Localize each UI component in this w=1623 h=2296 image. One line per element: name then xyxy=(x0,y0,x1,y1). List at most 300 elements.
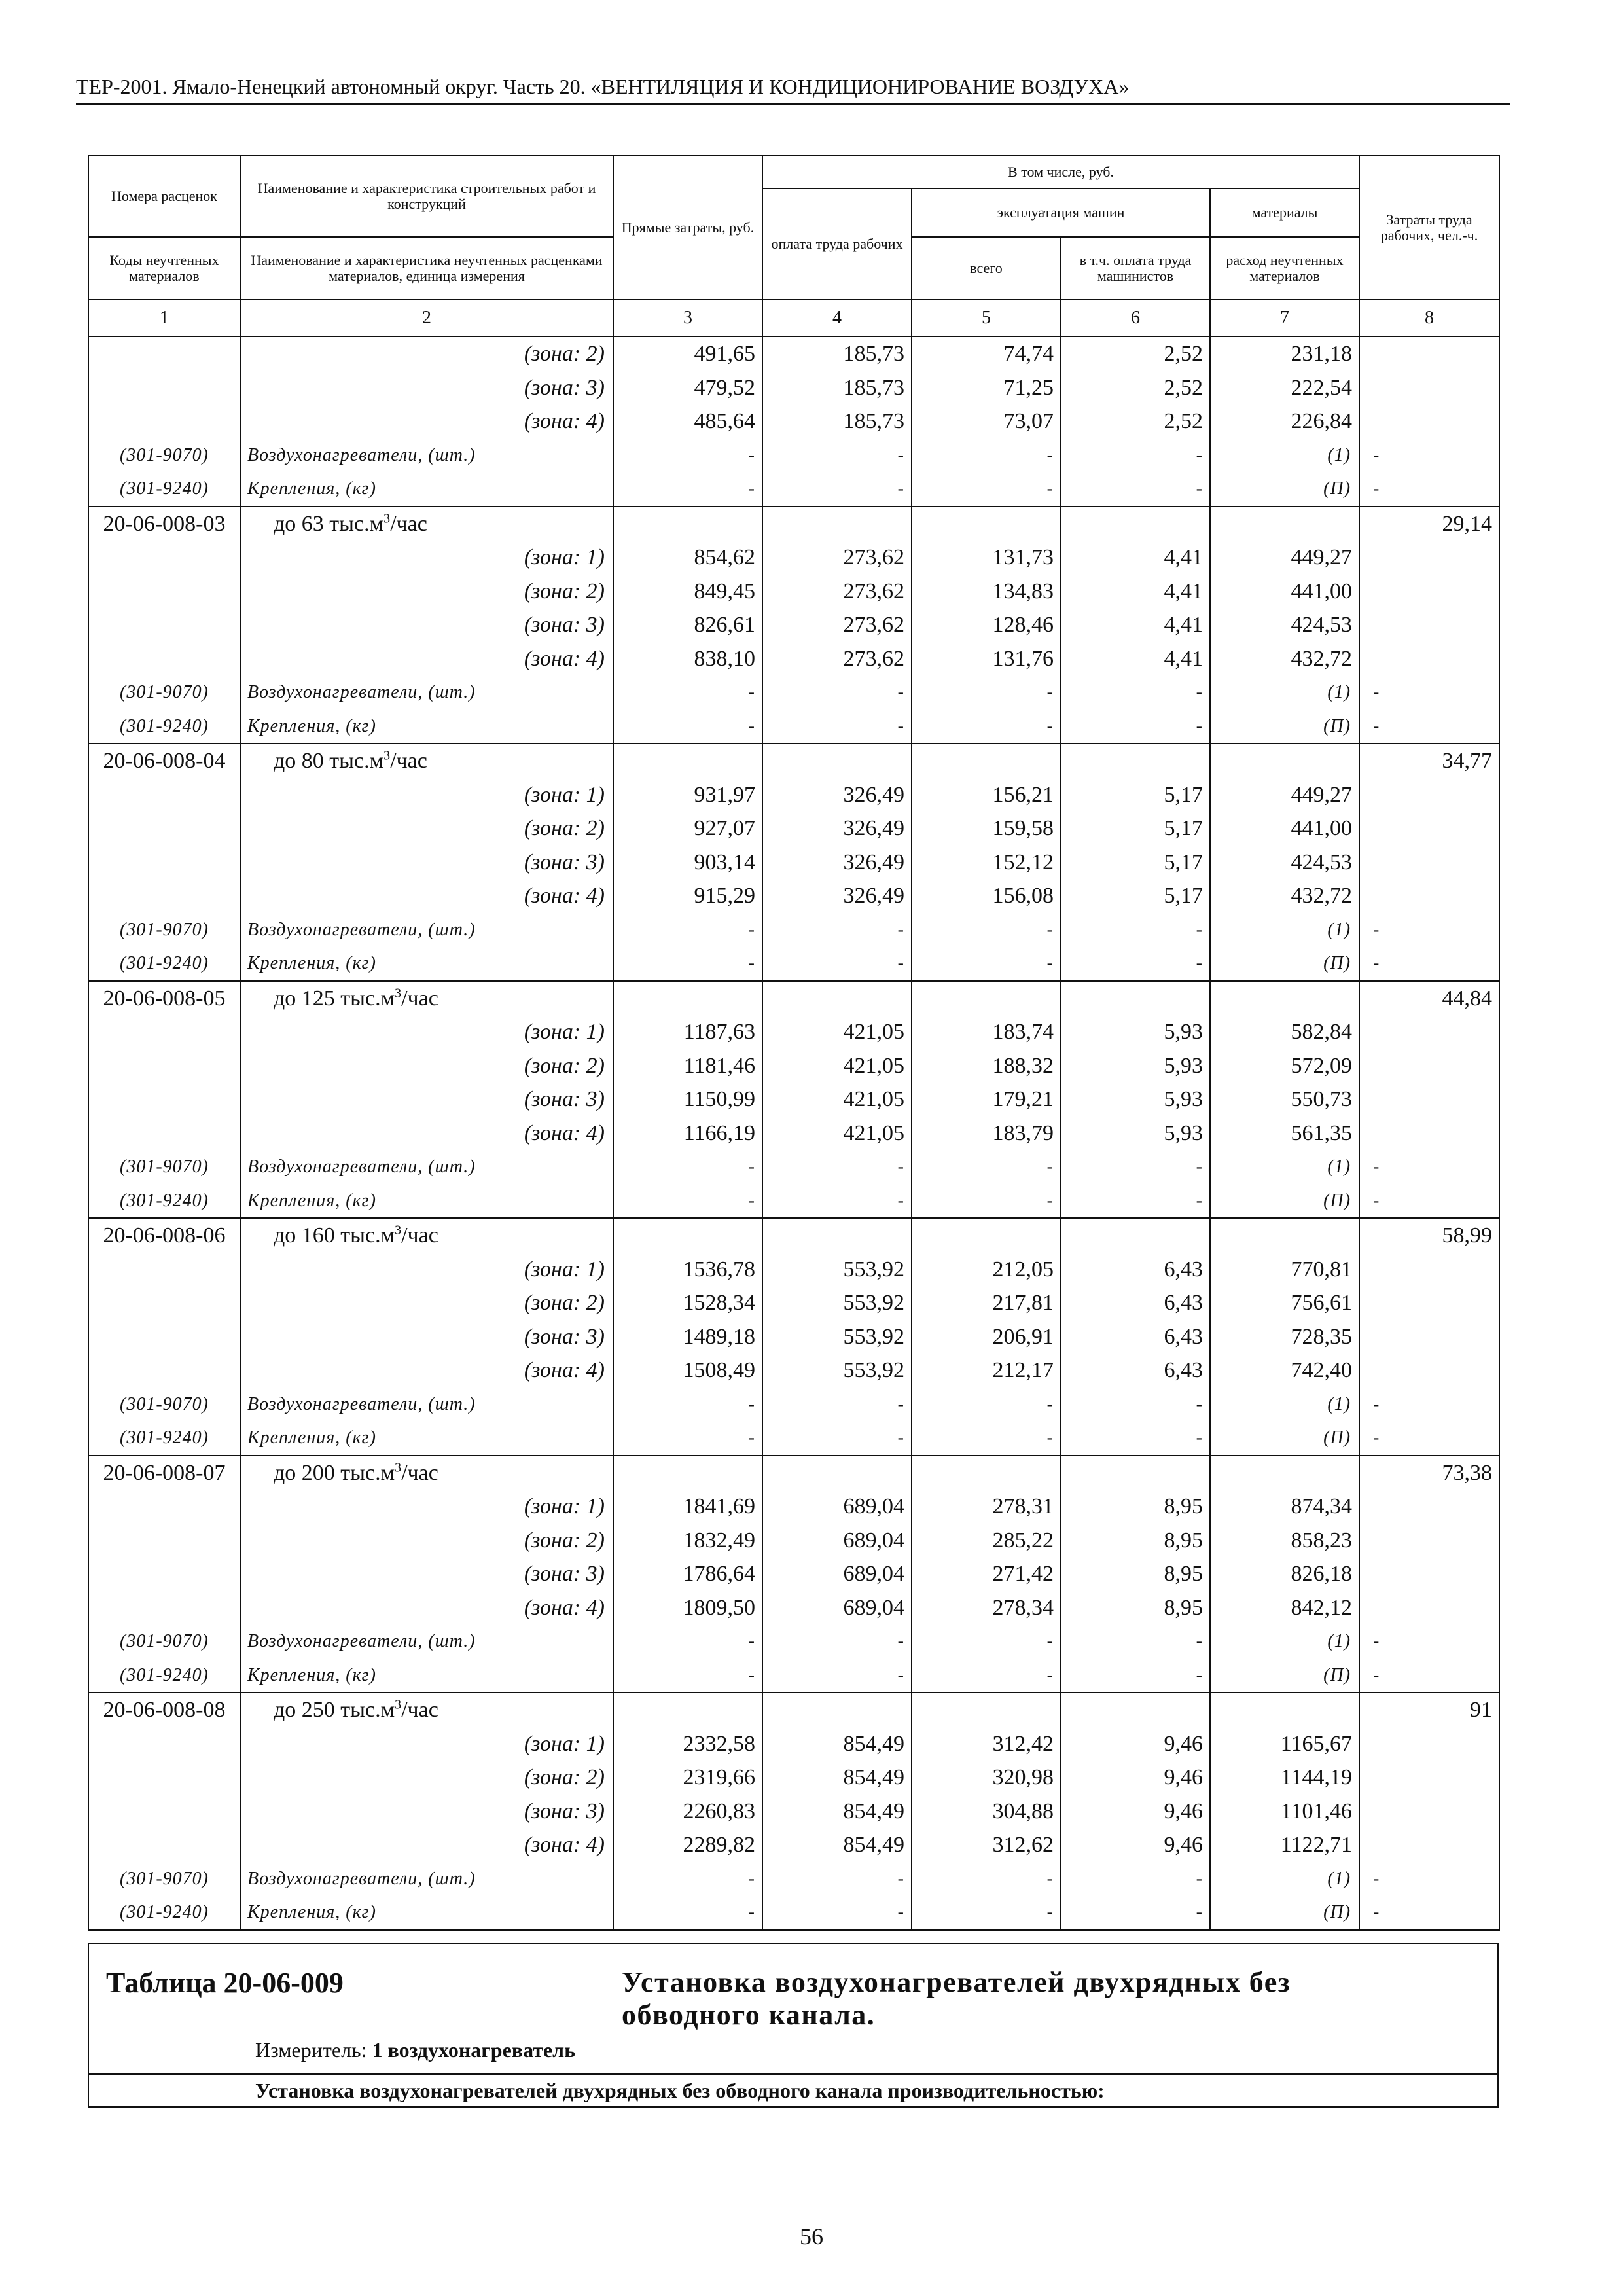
empty-cell xyxy=(1359,1015,1499,1049)
table-row xyxy=(88,642,1499,676)
rate-title-unit: /час xyxy=(401,1698,438,1722)
column-number: 6 xyxy=(1061,300,1210,336)
value-cell: 159,58 xyxy=(912,812,1061,846)
empty-cell xyxy=(1359,541,1499,575)
empty-cell xyxy=(88,1320,240,1354)
column-number: 8 xyxy=(1359,300,1499,336)
header-material-names: Наименование и характеристика неучтенных расценками материалов, единица измерения xyxy=(240,237,613,300)
material-code: (301-9240) xyxy=(88,1659,240,1693)
dash-cell: - xyxy=(762,1150,912,1184)
dash-cell: - xyxy=(1061,1895,1210,1930)
empty-cell xyxy=(1359,1490,1499,1524)
empty-cell xyxy=(88,1761,240,1795)
column-number: 2 xyxy=(240,300,613,336)
material-qty: (П) xyxy=(1210,946,1359,981)
table-row xyxy=(88,472,1499,507)
empty-cell xyxy=(1061,1218,1210,1253)
empty-cell xyxy=(88,1354,240,1388)
value-cell: 553,92 xyxy=(762,1320,912,1354)
empty-cell xyxy=(1210,1218,1359,1253)
empty-cell xyxy=(762,744,912,778)
empty-cell xyxy=(88,846,240,880)
empty-cell xyxy=(88,608,240,642)
rate-title xyxy=(240,1218,613,1253)
column-number: 5 xyxy=(912,300,1061,336)
rate-title-text: до 250 тыс.м xyxy=(274,1698,395,1722)
header-work-name: Наименование и характеристика строительных работ и конструкций xyxy=(240,156,613,237)
superscript: 3 xyxy=(395,1223,402,1238)
dash-cell: - xyxy=(762,913,912,947)
value-cell: 156,21 xyxy=(912,778,1061,812)
table-row xyxy=(88,709,1499,744)
header-material-consumption: расход неучтенных материалов xyxy=(1210,237,1359,300)
value-cell: 1508,49 xyxy=(613,1354,762,1388)
dash-cell: - xyxy=(613,1150,762,1184)
empty-cell xyxy=(1359,1286,1499,1320)
value-cell: 5,93 xyxy=(1061,1117,1210,1151)
superscript: 3 xyxy=(395,1460,402,1475)
dash-cell: - xyxy=(912,946,1061,981)
table-row xyxy=(88,1828,1499,1862)
value-cell: 1489,18 xyxy=(613,1320,762,1354)
value-cell: 6,43 xyxy=(1061,1253,1210,1287)
empty-cell xyxy=(1359,1795,1499,1829)
empty-cell xyxy=(88,404,240,439)
material-qty: (П) xyxy=(1210,1421,1359,1456)
dash-cell: - xyxy=(912,709,1061,744)
table-row xyxy=(88,778,1499,812)
rate-title-unit: /час xyxy=(401,1460,438,1485)
empty-cell xyxy=(1359,1117,1499,1151)
table-row xyxy=(88,1490,1499,1524)
labor-cost: 44,84 xyxy=(1359,981,1499,1016)
table-row xyxy=(88,1727,1499,1761)
value-cell: 742,40 xyxy=(1210,1354,1359,1388)
table-row xyxy=(88,1015,1499,1049)
empty-cell xyxy=(1359,1049,1499,1083)
dash-cell: - xyxy=(912,1421,1061,1456)
dash-cell: - xyxy=(762,1388,912,1422)
table-row xyxy=(88,1524,1499,1558)
dash-cell: - xyxy=(762,1659,912,1693)
empty-cell xyxy=(762,981,912,1016)
empty-cell xyxy=(1210,981,1359,1016)
zone-label: (зона: 3) xyxy=(240,1083,613,1117)
empty-cell xyxy=(1359,1320,1499,1354)
table-row xyxy=(88,1761,1499,1795)
dash-cell: - xyxy=(1061,439,1210,473)
value-cell: 326,49 xyxy=(762,778,912,812)
value-cell: 826,61 xyxy=(613,608,762,642)
value-cell: 2,52 xyxy=(1061,336,1210,371)
material-qty: (1) xyxy=(1210,439,1359,473)
dash-cell: - xyxy=(1359,709,1499,744)
material-name: Воздухонагреватели, (шт.) xyxy=(240,1150,613,1184)
dash-cell: - xyxy=(1061,675,1210,709)
table-subtitle: Установка воздухонагревателей двухрядных без обводного канала производительностью: xyxy=(255,2079,1105,2102)
value-cell: 131,73 xyxy=(912,541,1061,575)
empty-cell xyxy=(88,336,240,371)
superscript: 3 xyxy=(395,1697,402,1712)
table-row xyxy=(88,1184,1499,1219)
empty-cell xyxy=(88,1253,240,1287)
material-name: Воздухонагреватели, (шт.) xyxy=(240,675,613,709)
value-cell: 550,73 xyxy=(1210,1083,1359,1117)
dash-cell: - xyxy=(1359,675,1499,709)
zone-label: (зона: 4) xyxy=(240,1828,613,1862)
empty-cell xyxy=(88,778,240,812)
value-cell: 320,98 xyxy=(912,1761,1061,1795)
material-code: (301-9240) xyxy=(88,1421,240,1456)
value-cell: 131,76 xyxy=(912,642,1061,676)
empty-cell xyxy=(613,1693,762,1727)
value-cell: 278,31 xyxy=(912,1490,1061,1524)
rate-title xyxy=(240,981,613,1016)
table-row xyxy=(88,744,1499,778)
dash-cell: - xyxy=(1061,709,1210,744)
value-cell: 421,05 xyxy=(762,1117,912,1151)
dash-cell: - xyxy=(613,1895,762,1930)
value-cell: 71,25 xyxy=(912,371,1061,405)
value-cell: 2289,82 xyxy=(613,1828,762,1862)
empty-cell xyxy=(1359,1083,1499,1117)
material-name: Крепления, (кг) xyxy=(240,709,613,744)
empty-cell xyxy=(1359,404,1499,439)
value-cell: 152,12 xyxy=(912,846,1061,880)
value-cell: 278,34 xyxy=(912,1591,1061,1625)
material-qty: (П) xyxy=(1210,1895,1359,1930)
measure-unit xyxy=(255,2038,575,2062)
value-cell: 231,18 xyxy=(1210,336,1359,371)
material-name: Крепления, (кг) xyxy=(240,1659,613,1693)
value-cell: 4,41 xyxy=(1061,608,1210,642)
value-cell: 185,73 xyxy=(762,336,912,371)
dash-cell: - xyxy=(1359,1895,1499,1930)
value-cell: 2332,58 xyxy=(613,1727,762,1761)
value-cell: 2,52 xyxy=(1061,404,1210,439)
rate-code: 20-06-008-04 xyxy=(88,744,240,778)
value-cell: 179,21 xyxy=(912,1083,1061,1117)
zone-label: (зона: 2) xyxy=(240,575,613,609)
table-row xyxy=(88,675,1499,709)
header-material-codes: Коды неучтенных материалов xyxy=(88,237,240,300)
value-cell: 854,49 xyxy=(762,1795,912,1829)
zone-label: (зона: 1) xyxy=(240,1727,613,1761)
zone-label: (зона: 2) xyxy=(240,1761,613,1795)
dash-cell: - xyxy=(912,1624,1061,1659)
value-cell: 1166,19 xyxy=(613,1117,762,1151)
value-cell: 185,73 xyxy=(762,404,912,439)
rate-code: 20-06-008-07 xyxy=(88,1456,240,1490)
material-code: (301-9240) xyxy=(88,1184,240,1219)
dash-cell: - xyxy=(762,1895,912,1930)
rate-title-text: до 125 тыс.м xyxy=(274,986,395,1011)
dash-cell: - xyxy=(1359,472,1499,507)
dash-cell: - xyxy=(1359,946,1499,981)
value-cell: 9,46 xyxy=(1061,1795,1210,1829)
material-name: Крепления, (кг) xyxy=(240,946,613,981)
rate-code: 20-06-008-03 xyxy=(88,507,240,541)
material-qty: (1) xyxy=(1210,675,1359,709)
material-qty: (П) xyxy=(1210,472,1359,507)
dash-cell: - xyxy=(613,1388,762,1422)
material-name: Воздухонагреватели, (шт.) xyxy=(240,1388,613,1422)
empty-cell xyxy=(762,1456,912,1490)
dash-cell: - xyxy=(912,1184,1061,1219)
table-row xyxy=(88,1150,1499,1184)
material-name: Воздухонагреватели, (шт.) xyxy=(240,913,613,947)
dash-cell: - xyxy=(912,1150,1061,1184)
value-cell: 134,83 xyxy=(912,575,1061,609)
value-cell: 582,84 xyxy=(1210,1015,1359,1049)
value-cell: 312,62 xyxy=(912,1828,1061,1862)
rate-code: 20-06-008-06 xyxy=(88,1218,240,1253)
dash-cell: - xyxy=(613,1624,762,1659)
material-code: (301-9240) xyxy=(88,472,240,507)
material-name: Крепления, (кг) xyxy=(240,472,613,507)
dash-cell: - xyxy=(912,1862,1061,1896)
table-row xyxy=(88,541,1499,575)
dash-cell: - xyxy=(912,1659,1061,1693)
dash-cell: - xyxy=(762,439,912,473)
measure-prefix: Измеритель: xyxy=(255,2038,367,2062)
empty-cell xyxy=(88,1795,240,1829)
dash-cell: - xyxy=(613,1184,762,1219)
table-row xyxy=(88,575,1499,609)
value-cell: 5,17 xyxy=(1061,846,1210,880)
value-cell: 212,05 xyxy=(912,1253,1061,1287)
rate-title-text: до 80 тыс.м xyxy=(274,749,384,773)
material-qty: (П) xyxy=(1210,1184,1359,1219)
value-cell: 9,46 xyxy=(1061,1761,1210,1795)
value-cell: 1144,19 xyxy=(1210,1761,1359,1795)
zone-label: (зона: 1) xyxy=(240,541,613,575)
value-cell: 1841,69 xyxy=(613,1490,762,1524)
value-cell: 838,10 xyxy=(613,642,762,676)
value-cell: 4,41 xyxy=(1061,541,1210,575)
rate-title xyxy=(240,1693,613,1727)
value-cell: 188,32 xyxy=(912,1049,1061,1083)
header-rate-number: Номера расценок xyxy=(88,156,240,237)
value-cell: 74,74 xyxy=(912,336,1061,371)
table-row xyxy=(88,439,1499,473)
empty-cell xyxy=(1359,608,1499,642)
labor-cost: 58,99 xyxy=(1359,1218,1499,1253)
table-row xyxy=(88,1253,1499,1287)
empty-cell xyxy=(1061,1693,1210,1727)
empty-cell xyxy=(912,744,1061,778)
value-cell: 931,97 xyxy=(613,778,762,812)
empty-cell xyxy=(1359,778,1499,812)
table-title: Установка воздухонагревателей двухрядных без обводного канала. xyxy=(622,1966,1291,2031)
table-row xyxy=(88,371,1499,405)
value-cell: 432,72 xyxy=(1210,879,1359,913)
empty-cell xyxy=(1210,1693,1359,1727)
empty-cell xyxy=(1210,744,1359,778)
empty-cell xyxy=(762,507,912,541)
dash-cell: - xyxy=(1359,1421,1499,1456)
header-operator-wages: в т.ч. оплата труда машинистов xyxy=(1061,237,1210,300)
empty-cell xyxy=(88,1727,240,1761)
price-table-wrap xyxy=(88,155,1499,1931)
value-cell: 312,42 xyxy=(912,1727,1061,1761)
dash-cell: - xyxy=(613,675,762,709)
labor-cost: 29,14 xyxy=(1359,507,1499,541)
value-cell: 8,95 xyxy=(1061,1490,1210,1524)
value-cell: 273,62 xyxy=(762,541,912,575)
value-cell: 8,95 xyxy=(1061,1524,1210,1558)
value-cell: 432,72 xyxy=(1210,642,1359,676)
material-code: (301-9070) xyxy=(88,675,240,709)
value-cell: 553,92 xyxy=(762,1253,912,1287)
dash-cell: - xyxy=(613,1421,762,1456)
dash-cell: - xyxy=(1359,1862,1499,1896)
value-cell: 2319,66 xyxy=(613,1761,762,1795)
table-row xyxy=(88,608,1499,642)
value-cell: 1101,46 xyxy=(1210,1795,1359,1829)
dash-cell: - xyxy=(1359,1150,1499,1184)
dash-cell: - xyxy=(613,1659,762,1693)
header-machines: эксплуатация машин xyxy=(912,188,1210,237)
dash-cell: - xyxy=(912,675,1061,709)
dash-cell: - xyxy=(912,472,1061,507)
zone-label: (зона: 2) xyxy=(240,336,613,371)
empty-cell xyxy=(88,1591,240,1625)
table-row xyxy=(88,1286,1499,1320)
empty-cell xyxy=(1359,1524,1499,1558)
table-row xyxy=(88,1320,1499,1354)
table-row xyxy=(88,1624,1499,1659)
empty-cell xyxy=(1359,1557,1499,1591)
zone-label: (зона: 4) xyxy=(240,1117,613,1151)
dash-cell: - xyxy=(1359,1624,1499,1659)
table-row xyxy=(88,913,1499,947)
zone-label: (зона: 4) xyxy=(240,642,613,676)
empty-cell xyxy=(1359,1828,1499,1862)
value-cell: 4,41 xyxy=(1061,642,1210,676)
table-row xyxy=(88,846,1499,880)
table-body xyxy=(88,336,1499,1930)
dash-cell: - xyxy=(762,1421,912,1456)
dash-cell: - xyxy=(613,709,762,744)
rate-title xyxy=(240,744,613,778)
empty-cell xyxy=(1061,1456,1210,1490)
value-cell: 854,62 xyxy=(613,541,762,575)
table-row xyxy=(88,1218,1499,1253)
dash-cell: - xyxy=(762,675,912,709)
material-code: (301-9240) xyxy=(88,709,240,744)
empty-cell xyxy=(1359,846,1499,880)
empty-cell xyxy=(1061,507,1210,541)
header-including: В том числе, руб. xyxy=(762,156,1359,188)
value-cell: 6,43 xyxy=(1061,1354,1210,1388)
dash-cell: - xyxy=(1061,946,1210,981)
empty-cell xyxy=(88,1117,240,1151)
empty-cell xyxy=(1359,336,1499,371)
value-cell: 183,74 xyxy=(912,1015,1061,1049)
table-row xyxy=(88,1354,1499,1388)
table-label: Таблица 20-06-009 xyxy=(106,1967,344,1999)
table-row xyxy=(88,1557,1499,1591)
value-cell: 849,45 xyxy=(613,575,762,609)
zone-label: (зона: 1) xyxy=(240,1015,613,1049)
zone-label: (зона: 4) xyxy=(240,1591,613,1625)
value-cell: 5,93 xyxy=(1061,1049,1210,1083)
empty-cell xyxy=(1359,1761,1499,1795)
material-name: Крепления, (кг) xyxy=(240,1895,613,1930)
subtitle-bar xyxy=(88,2073,1499,2108)
empty-cell xyxy=(613,1456,762,1490)
empty-cell xyxy=(88,1490,240,1524)
superscript: 3 xyxy=(383,748,391,763)
value-cell: 2,52 xyxy=(1061,371,1210,405)
column-number: 3 xyxy=(613,300,762,336)
zone-label: (зона: 4) xyxy=(240,404,613,439)
value-cell: 1165,67 xyxy=(1210,1727,1359,1761)
zone-label: (зона: 3) xyxy=(240,371,613,405)
table-row xyxy=(88,1083,1499,1117)
empty-cell xyxy=(613,507,762,541)
running-header: ТЕР-2001. Ямало-Ненецкий автономный округ. Часть 20. «ВЕНТИЛЯЦИЯ И КОНДИЦИОНИРОВАНИЕ ВОЗДУХА» xyxy=(76,73,1510,105)
zone-label: (зона: 2) xyxy=(240,1049,613,1083)
dash-cell: - xyxy=(1359,1388,1499,1422)
value-cell: 689,04 xyxy=(762,1524,912,1558)
empty-cell xyxy=(613,981,762,1016)
dash-cell: - xyxy=(1061,1388,1210,1422)
table-row xyxy=(88,1388,1499,1422)
table-header xyxy=(88,156,1499,336)
material-qty: (1) xyxy=(1210,913,1359,947)
empty-cell xyxy=(912,981,1061,1016)
empty-cell xyxy=(1359,879,1499,913)
dash-cell: - xyxy=(613,472,762,507)
dash-cell: - xyxy=(1359,913,1499,947)
value-cell: 421,05 xyxy=(762,1015,912,1049)
empty-cell xyxy=(1359,642,1499,676)
empty-cell xyxy=(88,1557,240,1591)
empty-cell xyxy=(88,1828,240,1862)
value-cell: 222,54 xyxy=(1210,371,1359,405)
table-row xyxy=(88,1659,1499,1693)
rate-code: 20-06-008-05 xyxy=(88,981,240,1016)
material-code: (301-9240) xyxy=(88,946,240,981)
value-cell: 421,05 xyxy=(762,1083,912,1117)
value-cell: 728,35 xyxy=(1210,1320,1359,1354)
labor-cost: 91 xyxy=(1359,1693,1499,1727)
value-cell: 2260,83 xyxy=(613,1795,762,1829)
dash-cell: - xyxy=(912,1388,1061,1422)
value-cell: 485,64 xyxy=(613,404,762,439)
zone-label: (зона: 3) xyxy=(240,846,613,880)
dash-cell: - xyxy=(1061,1421,1210,1456)
material-qty: (П) xyxy=(1210,709,1359,744)
value-cell: 271,42 xyxy=(912,1557,1061,1591)
dash-cell: - xyxy=(1061,913,1210,947)
table-row xyxy=(88,404,1499,439)
empty-cell xyxy=(88,812,240,846)
empty-cell xyxy=(1359,575,1499,609)
value-cell: 206,91 xyxy=(912,1320,1061,1354)
page-number: 56 xyxy=(800,2223,823,2250)
dash-cell: - xyxy=(1061,1862,1210,1896)
dash-cell: - xyxy=(1061,472,1210,507)
value-cell: 273,62 xyxy=(762,642,912,676)
value-cell: 689,04 xyxy=(762,1591,912,1625)
empty-cell xyxy=(88,371,240,405)
value-cell: 441,00 xyxy=(1210,812,1359,846)
labor-cost: 73,38 xyxy=(1359,1456,1499,1490)
value-cell: 424,53 xyxy=(1210,608,1359,642)
